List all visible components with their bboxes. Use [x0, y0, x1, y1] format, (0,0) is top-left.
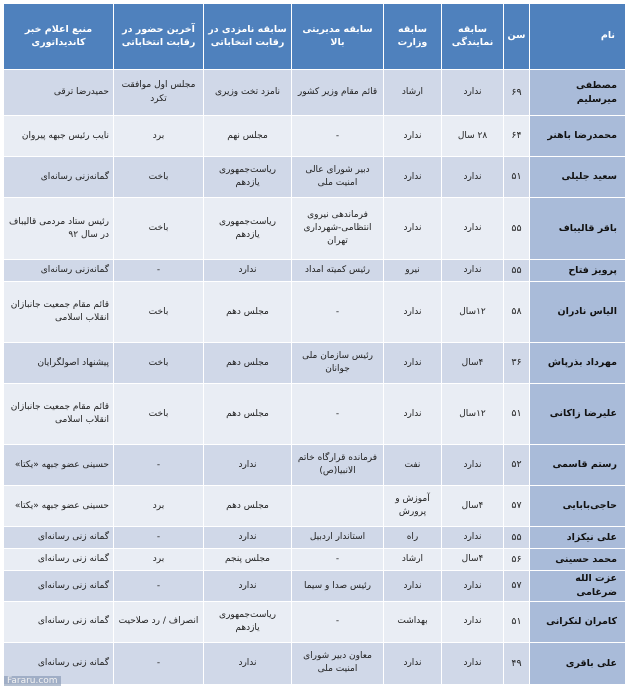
header-management: سابقه مدیریتی بالا [292, 4, 384, 70]
cell-source: حسینی عضو جبهه «یکتا» [4, 486, 114, 527]
cell-parliament: ندارد [442, 527, 504, 549]
cell-source: قائم مقام جمعیت جانبازان انقلاب اسلامی [4, 384, 114, 445]
cell-ministry: راه [384, 527, 442, 549]
cell-age: ۵۶ [504, 549, 530, 571]
cell-last-election: باخت [114, 282, 204, 343]
cell-name: علی باقری [530, 642, 626, 684]
header-candidacy: سابقه نامزدی در رقابت انتخاباتی [204, 4, 292, 70]
cell-age: ۵۵ [504, 198, 530, 260]
cell-source: حمیدرضا ترقی [4, 70, 114, 116]
cell-management: معاون دبیر شورای امنیت ملی [292, 642, 384, 684]
cell-ministry: ندارد [384, 282, 442, 343]
header-last-election: آخرین حضور در رقابت انتخاباتی [114, 4, 204, 70]
cell-source: حسینی عضو جبهه «یکتا» [4, 445, 114, 486]
cell-parliament: ندارد [442, 198, 504, 260]
cell-last-election: باخت [114, 343, 204, 384]
cell-candidacy: ریاست‌جمهوری یازدهم [204, 157, 292, 198]
cell-management: رئیس کمیته امداد [292, 260, 384, 282]
cell-last-election: - [114, 445, 204, 486]
cell-age: ۵۷ [504, 486, 530, 527]
cell-candidacy: ندارد [204, 571, 292, 602]
cell-name: پرویز فتاح [530, 260, 626, 282]
cell-candidacy: مجلس دهم [204, 486, 292, 527]
table-row [4, 445, 626, 486]
cell-name: مهرداد بذرپاش [530, 343, 626, 384]
cell-last-election: - [114, 527, 204, 549]
cell-name: عزت الله ضرغامی [530, 571, 626, 602]
cell-candidacy: مجلس دهم [204, 384, 292, 445]
cell-age: ۵۱ [504, 601, 530, 642]
cell-last-election: - [114, 260, 204, 282]
cell-name: علی نیکزاد [530, 527, 626, 549]
cell-name: حاجی‌بابایی [530, 486, 626, 527]
cell-age: ۶۹ [504, 70, 530, 116]
cell-ministry: ندارد [384, 157, 442, 198]
table-row [4, 549, 626, 571]
cell-age: ۵۵ [504, 527, 530, 549]
header-age: سن [504, 4, 530, 70]
cell-source: گمانه‌زنی رسانه‌ای [4, 157, 114, 198]
cell-last-election: برد [114, 116, 204, 157]
cell-candidacy: مجلس پنجم [204, 549, 292, 571]
header-ministry: سابقه وزارت [384, 4, 442, 70]
cell-ministry: بهداشت [384, 601, 442, 642]
cell-candidacy: ندارد [204, 260, 292, 282]
cell-last-election: - [114, 571, 204, 602]
table-row [4, 157, 626, 198]
cell-ministry: ندارد [384, 642, 442, 684]
table-row [4, 116, 626, 157]
cell-management: دبیر شورای عالی امنیت ملی [292, 157, 384, 198]
table-row [4, 260, 626, 282]
cell-management: رئیس صدا و سیما [292, 571, 384, 602]
cell-candidacy: مجلس نهم [204, 116, 292, 157]
cell-management: - [292, 601, 384, 642]
header-parliament: سابقه نمایندگی [442, 4, 504, 70]
cell-ministry: ندارد [384, 198, 442, 260]
table-row [4, 486, 626, 527]
cell-source: گمانه زنی رسانه‌ای [4, 642, 114, 684]
cell-candidacy: مجلس دهم [204, 282, 292, 343]
table-row [4, 343, 626, 384]
table-row [4, 70, 626, 116]
cell-candidacy: نامزد تخت وزیری [204, 70, 292, 116]
cell-last-election: برد [114, 486, 204, 527]
cell-name: باقر قالیباف [530, 198, 626, 260]
header-name: نام [530, 4, 626, 70]
cell-age: ۵۲ [504, 445, 530, 486]
header-row [4, 4, 626, 70]
cell-name: مصطفی میرسلیم [530, 70, 626, 116]
cell-parliament: ندارد [442, 157, 504, 198]
cell-ministry: نیرو [384, 260, 442, 282]
cell-management: قائم مقام وزیر کشور [292, 70, 384, 116]
cell-ministry: ارشاد [384, 70, 442, 116]
cell-last-election: باخت [114, 384, 204, 445]
cell-age: ۵۱ [504, 384, 530, 445]
cell-name: علیرضا زاکانی [530, 384, 626, 445]
cell-management: استاندار اردبیل [292, 527, 384, 549]
cell-candidacy: مجلس دهم [204, 343, 292, 384]
cell-management [292, 486, 384, 527]
cell-management: فرمانده قرارگاه خاتم الانبیا(ص) [292, 445, 384, 486]
cell-age: ۵۱ [504, 157, 530, 198]
cell-source: گمانه‌زنی رسانه‌ای [4, 260, 114, 282]
cell-parliament: ندارد [442, 260, 504, 282]
cell-source: رئیس ستاد مردمی قالیباف در سال ۹۲ [4, 198, 114, 260]
cell-source: گمانه زنی رسانه‌ای [4, 601, 114, 642]
cell-candidacy: ریاست‌جمهوری یازدهم [204, 198, 292, 260]
cell-age: ۵۷ [504, 571, 530, 602]
cell-parliament: ۱۲سال [442, 282, 504, 343]
cell-last-election: - [114, 642, 204, 684]
cell-parliament: ندارد [442, 642, 504, 684]
cell-parliament: ۴سال [442, 549, 504, 571]
cell-source: گمانه زنی رسانه‌ای [4, 527, 114, 549]
cell-ministry: آموزش و پرورش [384, 486, 442, 527]
cell-age: ۴۹ [504, 642, 530, 684]
cell-source: گمانه زنی رسانه‌ای [4, 571, 114, 602]
cell-age: ۵۸ [504, 282, 530, 343]
table-row [4, 198, 626, 260]
cell-ministry: ندارد [384, 384, 442, 445]
cell-parliament: ۴سال [442, 486, 504, 527]
cell-candidacy: ندارد [204, 527, 292, 549]
cell-parliament: ندارد [442, 601, 504, 642]
cell-parliament: ۴سال [442, 343, 504, 384]
cell-candidacy: ندارد [204, 642, 292, 684]
cell-management: فرماندهی نیروی انتظامی-شهرداری تهران [292, 198, 384, 260]
table-row [4, 527, 626, 549]
cell-source: قائم مقام جمعیت جانبازان انقلاب اسلامی [4, 282, 114, 343]
cell-management: - [292, 384, 384, 445]
table-row [4, 571, 626, 602]
cell-last-election: باخت [114, 157, 204, 198]
cell-parliament: ۲۸ سال [442, 116, 504, 157]
table-row [4, 282, 626, 343]
cell-name: رستم قاسمی [530, 445, 626, 486]
table-row [4, 601, 626, 642]
cell-last-election: انصراف / رد صلاحیت [114, 601, 204, 642]
cell-last-election: باخت [114, 198, 204, 260]
cell-last-election: مجلس اول موافقت تکرد [114, 70, 204, 116]
table-row [4, 642, 626, 684]
cell-ministry: ندارد [384, 343, 442, 384]
watermark: Fararu.com [4, 676, 61, 686]
cell-source: پیشنهاد اصولگرایان [4, 343, 114, 384]
cell-name: محمد حسینی [530, 549, 626, 571]
cell-name: الیاس نادران [530, 282, 626, 343]
cell-age: ۵۵ [504, 260, 530, 282]
cell-parliament: ندارد [442, 445, 504, 486]
cell-age: ۶۴ [504, 116, 530, 157]
cell-management: - [292, 282, 384, 343]
candidates-table [3, 3, 626, 685]
header-source: منبع اعلام خبر کاندیداتوری [4, 4, 114, 70]
cell-ministry: ارشاد [384, 549, 442, 571]
cell-management: - [292, 549, 384, 571]
cell-name: سعید جلیلی [530, 157, 626, 198]
table-row [4, 384, 626, 445]
cell-parliament: ندارد [442, 571, 504, 602]
cell-last-election: برد [114, 549, 204, 571]
cell-candidacy: ریاست‌جمهوری یازدهم [204, 601, 292, 642]
cell-source: نایب رئیس جبهه پیروان [4, 116, 114, 157]
cell-management: - [292, 116, 384, 157]
cell-ministry: ندارد [384, 116, 442, 157]
cell-age: ۳۶ [504, 343, 530, 384]
cell-parliament: ۱۲سال [442, 384, 504, 445]
cell-candidacy: ندارد [204, 445, 292, 486]
cell-parliament: ندارد [442, 70, 504, 116]
cell-ministry: نفت [384, 445, 442, 486]
cell-ministry: ندارد [384, 571, 442, 602]
cell-name: کامران لنکرانی [530, 601, 626, 642]
cell-management: رئیس سازمان ملی جوانان [292, 343, 384, 384]
cell-source: گمانه زنی رسانه‌ای [4, 549, 114, 571]
cell-name: محمدرضا باهنر [530, 116, 626, 157]
